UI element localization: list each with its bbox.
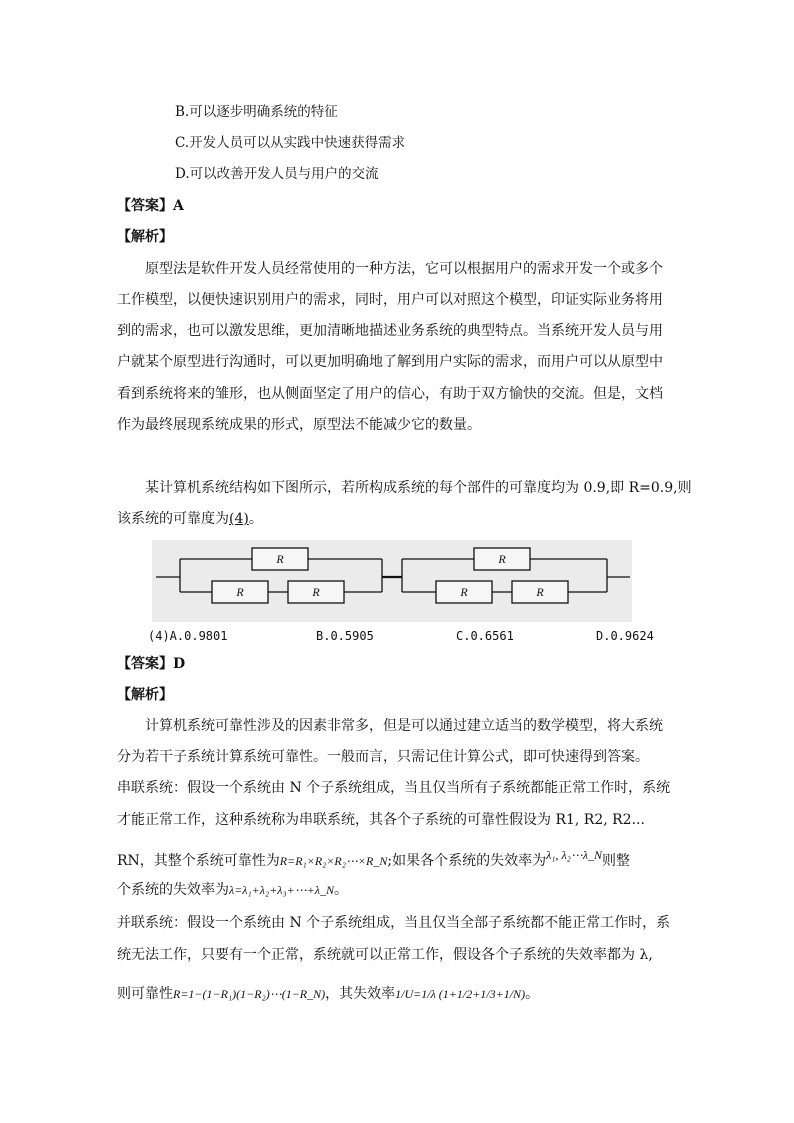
analysis-label: 【解析】 [117,687,173,703]
series-failure-formula: λ=λ₁+λ₂+λ₃+⋯+λ_N [229,883,334,897]
analysis-line: 到的需求，也可以激发思维，更加清晰地描述业务系统的典型特点。当系统开发人员与用 [117,323,663,339]
answer-label: 【答案】 [117,198,173,214]
analysis-line: 分为若干子系统计算系统可靠性。一般而言，只需记住计算公式，即可快速得到答案。 [117,749,649,765]
component-label: R [498,552,506,566]
parallel-formula-row [117,985,539,1003]
analysis-label: 【解析】 [117,229,173,245]
component-label: R [536,585,544,599]
option-c: C.0.6561 [456,629,514,643]
option-a: (4)A.0.9801 [148,629,228,643]
option-b: B.0.5905 [316,629,374,643]
series-formula-row [117,848,631,870]
analysis-line: 原型法是软件开发人员经常使用的一种方法，它可以根据用户的需求开发一个或多个 [145,261,663,277]
answer-row [117,197,184,215]
parallel-text: 则可靠性 [117,986,173,1002]
failure-rate-list: λ₁, λ₂⋯λ_N [546,848,603,862]
answer-blank: (4) [229,511,249,527]
series-text: 。 [334,882,348,898]
answer-label: 【答案】 [117,656,173,672]
series-text: RN，其整个系统可靠性为 [117,853,280,869]
analysis-line: 户就某个原型进行沟通时，可以更加明确地了解到用户实际的需求，而用户可以从原型中 [117,354,663,370]
analysis-line: 作为最终展现系统成果的形式，原型法不能减少它的数量。 [117,417,481,433]
parallel-text: 。 [525,986,540,1002]
parallel-reliability-formula: R=1−(1−R₁)(1−R₂)⋯(1−R_N) [173,987,326,1001]
series-text: 则整 [602,853,631,869]
series-formula-row-2 [117,881,348,899]
parallel-failure-formula: 1/U=1/λ (1+1/2+1/3+1/N) [395,987,526,1001]
series-text: 个系统的失效率为 [117,882,229,898]
component-label: R [312,585,320,599]
option-d: D.0.9624 [596,629,654,643]
question-stem-2 [117,510,263,528]
analysis-line: 计算机系统可靠性涉及的因素非常多，但是可以通过建立适当的数学模型，将大系统 [145,718,663,734]
analysis-line: 工作模型，以便快速识别用户的需求，同时，用户可以对照这个模型，印证实际业务将用 [117,292,663,308]
component-label: R [276,552,284,566]
series-reliability-formula: R=R₁×R₂×R₂⋯×R_N [279,854,388,868]
component-label: R [460,585,468,599]
parallel-text: 并联系统：假设一个系统由 N 个子系统组成，当且仅当全部子系统都不能正常工作时，系 [117,915,671,931]
stem-end: 。 [248,511,263,527]
analysis-line: 看到系统将来的雏形，也从侧面坚定了用户的信心，有助于双方愉快的交流。但是，文档 [117,386,663,402]
parallel-text: 统无法工作，只要有一个正常，系统就可以正常工作，假设各个子系统的失效率都为 λ, [117,947,653,963]
answer-row [117,655,185,673]
option-b: B.可以逐步明确系统的特征 [175,104,338,120]
question-stem: 某计算机系统结构如下图所示，若所构成系统的每个部件的可靠度均为 0.9,即 R=0.9,则 [145,480,692,496]
option-d: D.可以改善开发人员与用户的交流 [175,166,379,182]
reliability-diagram [152,540,632,622]
answer-value: D [173,656,186,672]
answer-value: A [173,198,184,214]
component-label: R [236,585,244,599]
series-text: 串联系统：假设一个系统由 N 个子系统组成，当且仅当所有子系统都能正常工作时，系统 [117,780,671,796]
series-text: ;如果各个系统的失效率为 [387,853,547,869]
option-c: C.开发人员可以从实践中快速获得需求 [175,135,406,151]
stem-text: 该系统的可靠度为 [117,511,229,527]
series-text: 才能正常工作，这种系统称为串联系统，其各个子系统的可靠性假设为 R1, R2, R2... [117,812,645,828]
parallel-text: ，其失效率 [325,986,396,1002]
